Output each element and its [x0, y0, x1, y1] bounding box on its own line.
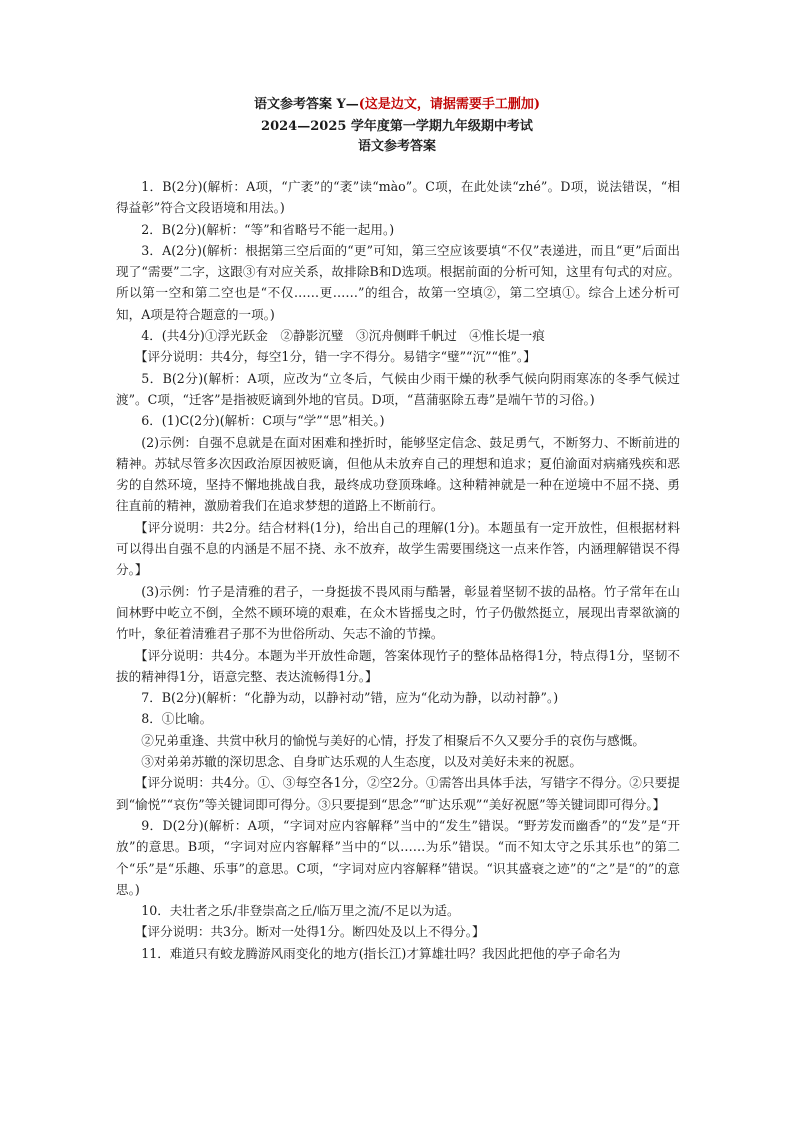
- scoring-note-4: 【评分说明：共4分，每空1分，错一字不得分。易错字“璧”“沉”“惟”。】: [134, 349, 536, 365]
- answer-7: 7．B(2分)(解析：“化静为动，以静衬动”错，应为“化动为静，以动衬静”。): [141, 690, 559, 706]
- exam-title: 2024—2025 学年度第一学期九年级期中考试: [261, 119, 533, 134]
- header-line-1: [0, 97, 794, 113]
- scoring-note-6-3: 【评分说明：共4分。本题为半开放性命题，答案体现竹子的整体品格得1分，特点得1分，坚韧不拔的精神得1分，语意完整、表达流畅得1分。】: [116, 647, 680, 684]
- answer-10: 10．夫壮者之乐/非登崇高之丘/临万里之流/不足以为适。: [141, 903, 460, 919]
- answer-title: 语文参考答案: [357, 139, 436, 154]
- answer-9: 9．D(2分)(解析：A项，“字词对应内容解释”当中的“发生”错误。“野芳发而幽香”的“发”是“开放”的意思。B项，“字词对应内容解释”当中的“以……为乐”错误。“而不知太守之乐其乐也”的第二个“乐”是“乐趣、乐事”的意思。C项，“字词对应内容解释”错误。“识其盛衰之迹”的“之”是“的”的意思。): [116, 817, 680, 897]
- answer-8-1: 8．①比喻。: [141, 711, 213, 727]
- scoring-note-6-2: 【评分说明：共2分。结合材料(1分)，给出自己的理解(1分)。本题虽有一定开放性，但根据材料可以得出自强不息的内涵是不屈不挠、永不放弃，故学生需要围绕这一点来作答，内涵理解错误不得分。】: [116, 519, 680, 578]
- answer-6-3: (3)示例：竹子是清雅的君子，一身挺拔不畏风雨与酷暑，彰显着坚韧不拔的品格。竹子常年在山间林野中屹立不倒，全然不顾环境的艰难，在众木皆摇曳之时，竹子仍傲然挺立，展现出青翠欲滴的竹叶，象征着清雅君子那不为世俗所动、矢志不渝的节操。: [116, 583, 680, 642]
- scoring-note-8: 【评分说明：共4分。①、③每空各1分，②空2分。①需答出具体手法，写错字不得分。②只要提到“愉悦”“哀伤”等关键词即可得分。③只要提到“思念”“旷达乐观”“美好祝愿”等关键词即可得分。】: [116, 775, 680, 812]
- answer-6-2: (2)示例：自强不息就是在面对困难和挫折时，能够坚定信念、鼓足勇气，不断努力、不断前进的精神。苏轼尽管多次因政治原因被贬谪，但他从未放弃自己的理想和追求；夏伯渝面对病痛残疾和恶劣的自然环境，坚持不懈地挑战自我，最终成功登顶珠峰。这种精神就是一种在逆境中不屈不挠、勇往直前的精神，激励着我们在追求梦想的道路上不断前行。: [116, 434, 680, 514]
- header-prefix: 语文参考答案 Y—: [253, 97, 359, 112]
- answer-8-3: ③对弟弟苏辙的深切思念、自身旷达乐观的人生态度，以及对美好未来的祝愿。: [141, 754, 582, 770]
- scoring-note-10: 【评分说明：共3分。断对一处得1分。断四处及以上不得分。】: [134, 924, 485, 940]
- answer-4: 4．(共4分)①浮光跃金 ②静影沉璧 ③沉舟侧畔千帆过 ④惟长堤一痕: [141, 328, 545, 344]
- answer-8-2: ②兄弟重逢、共赏中秋月的愉悦与美好的心情，抒发了相聚后不久又要分手的哀伤与感慨。: [141, 732, 645, 748]
- answer-11: 11．难道只有蛟龙腾游风雨变化的地方(指长江)才算雄壮吗？我因此把他的亭子命名为: [141, 945, 621, 961]
- answer-6-1: 6．(1)C(2分)(解析：C项与“学”“思”相关。): [141, 413, 385, 429]
- answer-1: 1．B(2分)(解析：A项，“广袤”的“袤”读“mào”。C项，在此处读“zhé”。D项，说法错误，“相得益彰”符合文段语境和用法。): [116, 179, 680, 216]
- answer-content: [116, 176, 680, 964]
- answer-2: 2．B(2分)(解析：“等”和省略号不能一起用。): [141, 221, 395, 237]
- answer-3: 3．A(2分)(解析：根据第三空后面的“更”可知，第三空应该要填“不仅”表递进，而且“更”后面出现了“需要”二字，这跟③有对应关系，故排除B和D选项。根据前面的分析可知，这里有句式的对应。所以第一空和第二空也是“不仅……更……”的组合，故第一空填②，第二空填①。综合上述分析可知，A项是符合题意的一项。): [116, 242, 680, 322]
- answer-5: 5．B(2分)(解析：A项，应改为“立冬后，气候由少雨干燥的秋季气候向阴雨寒冻的冬季气候过渡”。C项，“迁客”是指被贬谪到外地的官员。D项，“菖蒲驱除五毒”是端午节的习俗。): [116, 370, 680, 407]
- header-red-note: (这是边文，请据需要手工删加): [358, 97, 541, 112]
